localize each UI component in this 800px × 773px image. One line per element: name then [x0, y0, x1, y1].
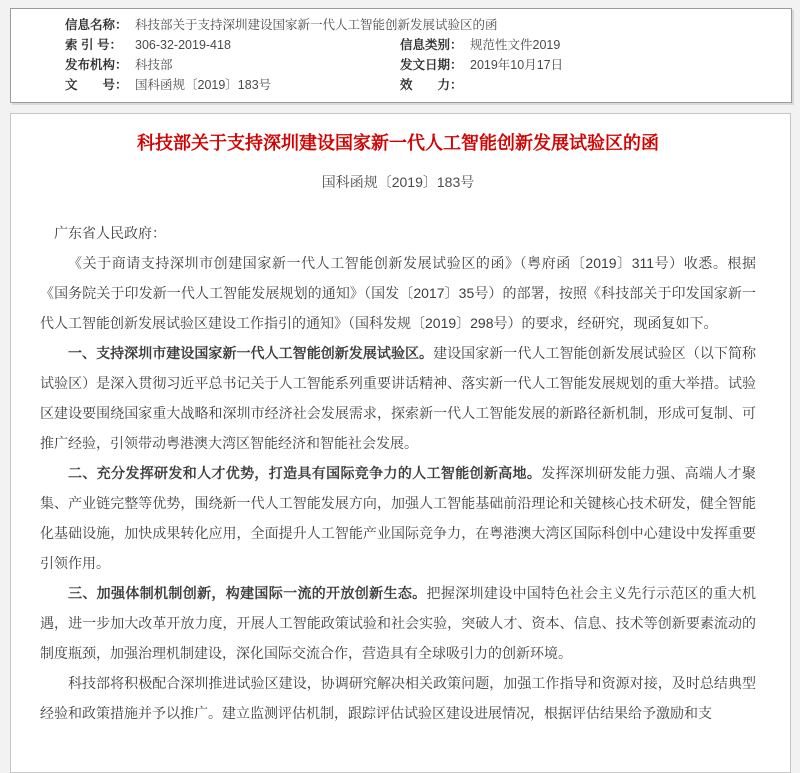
paragraph-lead: 一、支持深圳市建设国家新一代人工智能创新发展试验区。	[68, 345, 434, 361]
meta-row-agency	[11, 55, 791, 75]
paragraph-text: 把握深圳建设中国特色社会主义先行示范区的重大机遇，进一步加大改革开放力度，开展人工智能政策试验和社会实验，突破人才、资本、信息、技术等创新要素流动的制度瓶颈，加强治理机制建设，深化国际交流合作，营造具有全球吸引力的创新环境。	[40, 585, 757, 661]
meta-label-info-name: 信息名称：	[65, 18, 128, 32]
paragraph-item-2	[40, 458, 756, 578]
document-number: 国科函规〔2019〕183号	[321, 174, 475, 190]
salutation: 广东省人民政府：	[54, 225, 166, 241]
paragraph-lead: 三、加强体制机制创新，构建国际一流的开放创新生态。	[68, 585, 427, 601]
meta-row-index	[11, 35, 791, 55]
meta-value-info-name: 科技部关于支持深圳建设国家新一代人工智能创新发展试验区的函	[135, 18, 498, 32]
paragraph-text: 发挥深圳研发能力强、高端人才聚集、产业链完整等优势，围绕新一代人工智能发展方向，加强人工智能基础前沿理论和关键核心技术研发，健全智能化基础设施，加快成果转化应用，全面提升人工智能产业国际竞争力，在粤港澳大湾区国际科创中心建设中发挥重要引领作用。	[40, 465, 756, 571]
meta-label-issue-date: 发文日期：	[400, 58, 463, 72]
paragraph-item-1	[40, 338, 756, 458]
paragraph-item-3	[40, 578, 756, 668]
meta-label-doc-number: 文 号：	[65, 78, 128, 92]
paragraph-text: 建设国家新一代人工智能创新发展试验区（以下简称试验区）是深入贯彻习近平总书记关于人工智能系列重要讲话精神、落实新一代人工智能发展规划的重大举措。试验区建设要围绕国家重大战略和深圳市经济社会发展需求，探索新一代人工智能发展的新路径新机制，形成可复制、可推广经验，引领带动粤港澳大湾区智能经济和智能社会发展。	[40, 345, 757, 451]
document-content-panel	[10, 113, 791, 773]
paragraph-text: 科技部将积极配合深圳推进试验区建设，协调研究解决相关政策问题，加强工作指导和资源对接，及时总结典型经验和政策措施并予以推广。建立监测评估机制，跟踪评估试验区建设进展情况，根据评估结果给予激励和支	[40, 675, 756, 721]
paragraph-intro	[40, 248, 756, 338]
meta-value-index-number: 306-32-2019-418	[135, 38, 231, 52]
paragraph-closing	[40, 668, 756, 728]
paragraph-text: 《关于商请支持深圳市创建国家新一代人工智能创新发展试验区的函》（粤府函〔2019〕311号）收悉。根据《国务院关于印发新一代人工智能发展规划的通知》（国发〔2017〕35号）的部署，按照《科技部关于印发国家新一代人工智能创新发展试验区建设工作指引的通知》（国科发规〔2019〕298号）的要求，经研究，现函复如下。	[40, 255, 756, 331]
meta-row-docnumber	[11, 75, 791, 95]
paragraph-lead: 二、充分发挥研发和人才优势，打造具有国际竞争力的人工智能创新高地。	[68, 465, 542, 481]
meta-value-issue-date: 2019年10月17日	[470, 58, 564, 72]
meta-value-validity	[470, 75, 708, 95]
meta-label-validity: 效 力：	[400, 78, 463, 92]
meta-row-name	[11, 15, 791, 35]
meta-value-issuing-agency: 科技部	[135, 58, 173, 72]
document-body	[40, 218, 756, 728]
meta-label-index-number: 索 引 号：	[65, 38, 122, 52]
meta-label-issuing-agency: 发布机构：	[65, 58, 128, 72]
meta-value-doc-number: 国科函规〔2019〕183号	[135, 78, 272, 92]
document-metadata-panel	[10, 8, 792, 103]
meta-value-info-category: 规范性文件2019	[470, 38, 561, 52]
document-title: 科技部关于支持深圳建设国家新一代人工智能创新发展试验区的函	[137, 133, 659, 153]
meta-label-info-category: 信息类别：	[400, 38, 463, 52]
